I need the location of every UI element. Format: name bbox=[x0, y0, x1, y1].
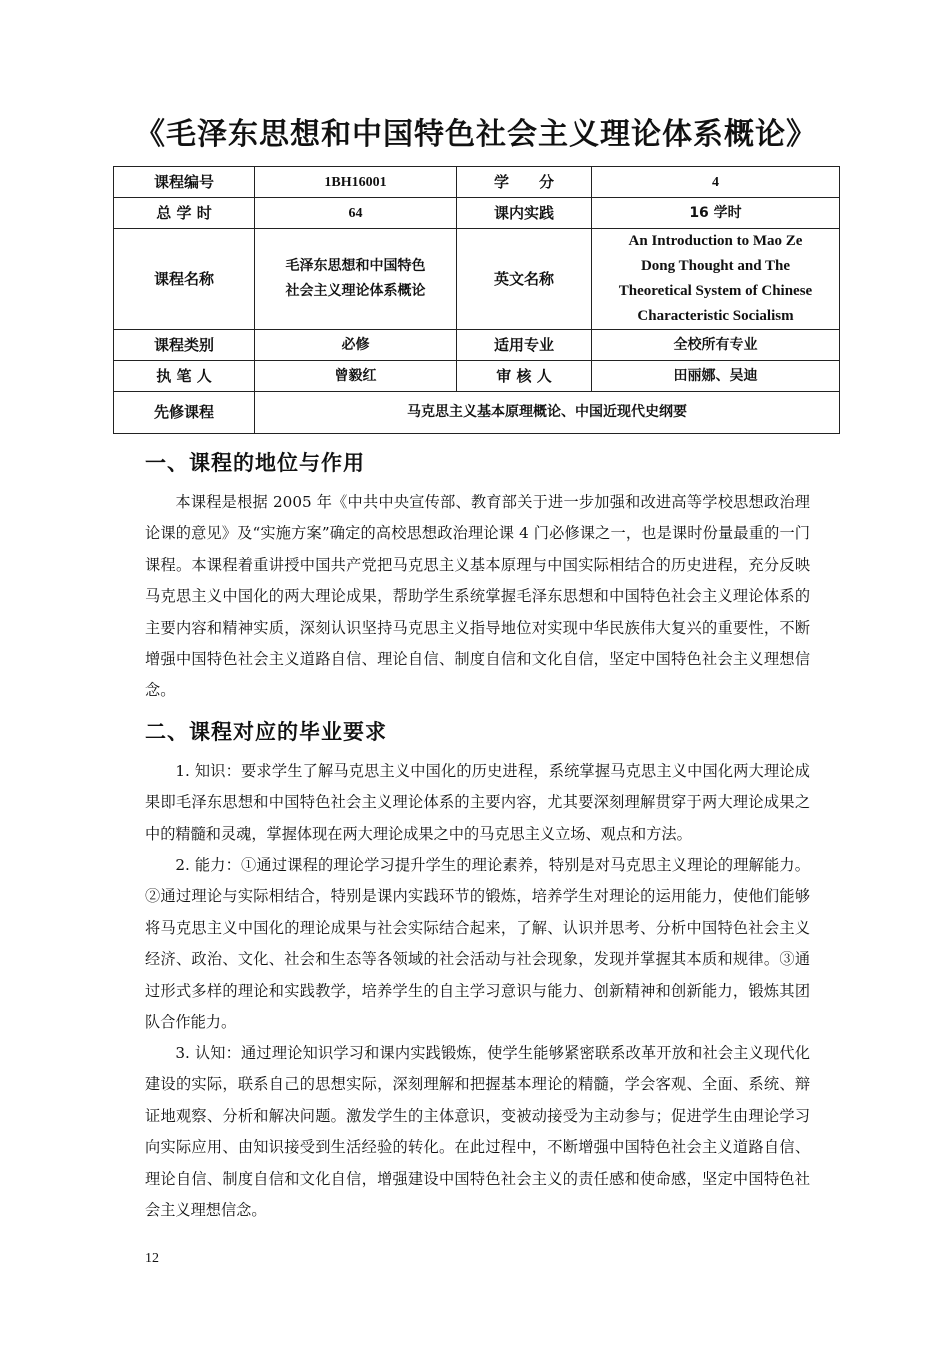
table-row bbox=[114, 361, 840, 392]
english-name-line: An Introduction to Mao Ze bbox=[628, 233, 803, 249]
section-heading-requirements: 二、课程对应的毕业要求 bbox=[145, 720, 387, 744]
total-hours-value: 64 bbox=[255, 198, 457, 229]
section-paragraph-position: 本课程是根据 2005 年《中共中央宣传部、教育部关于进一步加强和改进高等学校思想政治理论课的意见》及“实施方案”确定的高校思想政治理论课 4 门必修课之一，也是课时份量最重的一门课程。本课程着重讲授中国共产党把马克思主义基本原理与中国实际相结合的历史进程，充分反映马克思主义中国化的两大理论成果，帮助学生系统掌握毛泽东思想和中国特色社会主义理论体系的主要内容和精神实质，深刻认识坚持马克思主义指导地位对实现中华民族伟大复兴的重要性，不断增强中国特色社会主义道路自信、理论自信、制度自信和文化自信，坚定中国特色社会主义理想信念。 bbox=[145, 493, 810, 700]
course-type-value: 必修 bbox=[255, 330, 457, 361]
english-name-label: 英文名称 bbox=[457, 229, 592, 330]
total-hours-label: 总 学 时 bbox=[114, 198, 255, 229]
page-title: 《毛泽东思想和中国特色社会主义理论体系概论》 bbox=[135, 117, 817, 152]
course-code-value: 1BH16001 bbox=[255, 167, 457, 198]
english-name-line: Theoretical System of Chinese bbox=[618, 283, 813, 299]
course-info-table bbox=[113, 166, 840, 434]
english-name-line: Characteristic Socialism bbox=[637, 308, 794, 324]
table-row bbox=[114, 330, 840, 361]
requirement-ability: 2. 能力：①通过课程的理论学习提升学生的理论素养，特别是对马克思主义理论的理解能力。②通过理论与实际相结合，特别是课内实践环节的锻炼，培养学生对理论的运用能力，使他们能够将马克思主义中国化的理论成果与社会实际结合起来，了解、认识并思考、分析中国特色社会主义经济、政治、文化、社会和生态等各领域的社会活动与社会现象，发现并掌握其本质和规律。③通过形式多样的理论和实践教学，培养学生的自主学习意识与能力、创新精神和创新能力，锻炼其团队合作能力。 bbox=[145, 856, 810, 1032]
course-name-value bbox=[255, 229, 457, 330]
requirement-knowledge: 1. 知识：要求学生了解马克思主义中国化的历史进程，系统掌握马克思主义中国化两大理论成果即毛泽东思想和中国特色社会主义理论体系的主要内容，尤其要深刻理解贯穿于两大理论成果之中的精髓和灵魂，掌握体现在两大理论成果之中的马克思主义立场、观点和方法。 bbox=[145, 762, 810, 843]
reviewer-value: 田丽娜、吴迪 bbox=[592, 361, 840, 392]
prerequisite-label: 先修课程 bbox=[114, 392, 255, 434]
course-name-line: 社会主义理论体系概论 bbox=[285, 283, 426, 299]
prerequisite-value: 马克思主义基本原理概论、中国近现代史纲要 bbox=[255, 392, 840, 434]
course-name-line: 毛泽东思想和中国特色 bbox=[285, 258, 426, 274]
course-code-label: 课程编号 bbox=[114, 167, 255, 198]
table-row bbox=[114, 167, 840, 198]
course-name-label: 课程名称 bbox=[114, 229, 255, 330]
table-row bbox=[114, 198, 840, 229]
credits-value: 4 bbox=[592, 167, 840, 198]
credits-label: 学 分 bbox=[457, 167, 592, 198]
section-heading-position: 一、课程的地位与作用 bbox=[145, 451, 365, 475]
applicable-major-value: 全校所有专业 bbox=[592, 330, 840, 361]
applicable-major-label: 适用专业 bbox=[457, 330, 592, 361]
english-name-value bbox=[592, 229, 840, 330]
practice-hours-label: 课内实践 bbox=[457, 198, 592, 229]
practice-hours-value: 16 学时 bbox=[592, 198, 840, 229]
english-name-line: Dong Thought and The bbox=[640, 258, 791, 274]
table-row bbox=[114, 392, 840, 434]
requirement-cognition: 3. 认知：通过理论知识学习和课内实践锻炼，使学生能够紧密联系改革开放和社会主义现代化建设的实际，联系自己的思想实际，深刻理解和把握基本理论的精髓，学会客观、全面、系统、辩证地观察、分析和解决问题。激发学生的主体意识，变被动接受为主动参与；促进学生由理论学习向实际应用、由知识接受到生活经验的转化。在此过程中，不断增强中国特色社会主义道路自信、理论自信、制度自信和文化自信，增强建设中国特色社会主义的责任感和使命感，坚定中国特色社会主义理想信念。 bbox=[145, 1044, 810, 1220]
reviewer-label: 审 核 人 bbox=[457, 361, 592, 392]
page-number: 12 bbox=[145, 1251, 159, 1266]
author-value: 曾毅红 bbox=[255, 361, 457, 392]
table-row bbox=[114, 229, 840, 330]
author-label: 执 笔 人 bbox=[114, 361, 255, 392]
course-type-label: 课程类别 bbox=[114, 330, 255, 361]
